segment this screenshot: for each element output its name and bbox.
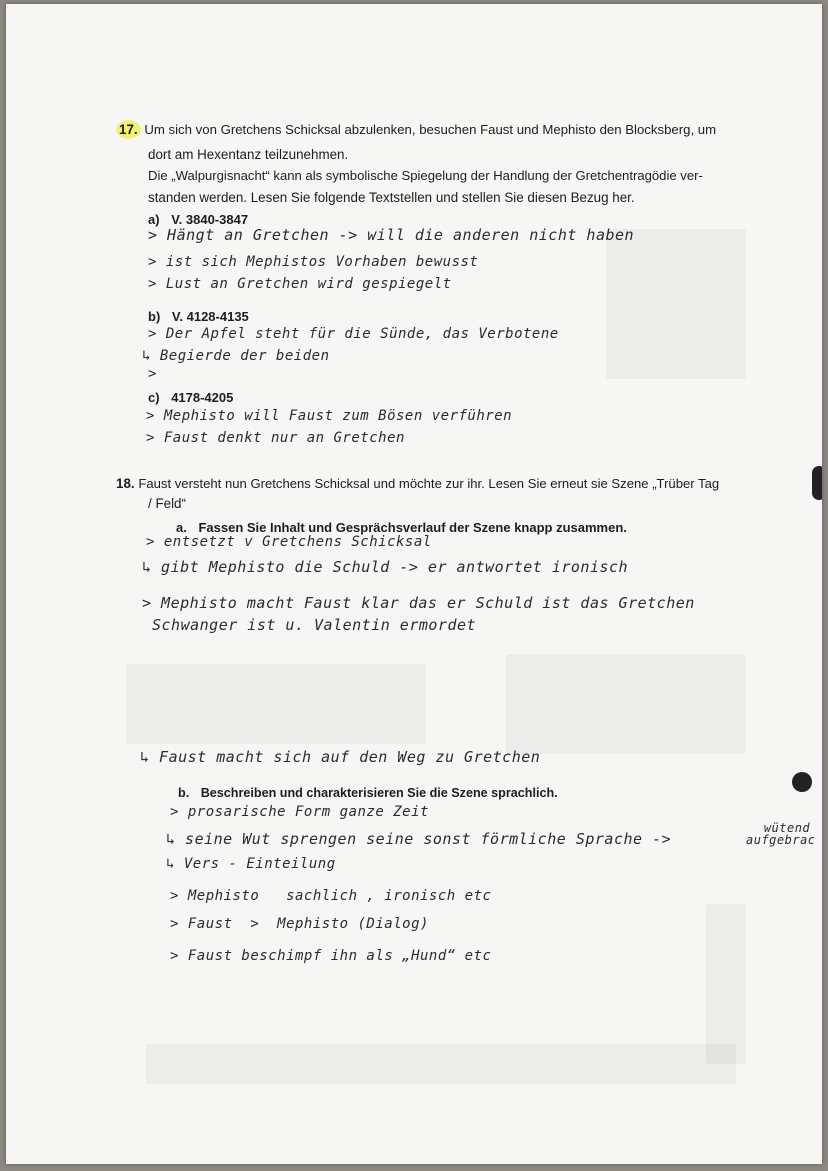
margin-note-top: wütend (763, 821, 811, 835)
task-17c-ref: 4178-4205 (171, 390, 234, 405)
task-17b-heading (148, 307, 249, 326)
task-17-line-2: dort am Hexentanz teilzunehmen. (148, 147, 349, 162)
task-17c-label: c) (148, 390, 160, 405)
task-17b-label: b) (148, 309, 161, 324)
note-17a-3: > Lust an Gretchen wird gespiegelt (148, 276, 452, 292)
task-18-line-1: Faust versteht nun Gretchens Schicksal und möchte zur ihr. Lesen Sie erneut sie Szene „Trüber Tag (138, 476, 720, 491)
show-through-block (606, 229, 746, 379)
note-17b-3: > (148, 366, 157, 382)
task-17b-ref: V. 4128-4135 (171, 309, 249, 324)
note-17c-2: > Faust denkt nur an Gretchen (146, 430, 405, 446)
note-18b-2: ↳ seine Wut sprengen seine sonst förmliche Sprache -> (166, 830, 672, 848)
task-17-line-1: Um sich von Gretchens Schicksal abzulenken, besuchen Faust und Mephisto den Blocksberg, um (144, 122, 717, 137)
note-18b-5: > Faust > Mephisto (Dialog) (170, 916, 429, 932)
task-17a-label: a) (148, 212, 160, 227)
task-18-heading (116, 474, 719, 493)
note-18a-3: > Mephisto macht Faust klar das er Schuld ist das Gretchen (142, 594, 695, 612)
note-18a-5: ↳ Faust macht sich auf den Weg zu Gretchen (140, 748, 541, 766)
task-number-18: 18. (116, 476, 135, 491)
note-18b-6: > Faust beschimpf ihn als „Hund“ etc (170, 948, 492, 964)
task-18a-prompt: Fassen Sie Inhalt und Gesprächsverlauf der Szene knapp zusammen. (198, 520, 627, 535)
note-17a-2: > ist sich Mephistos Vorhaben bewusst (148, 254, 479, 270)
punch-hole (792, 772, 812, 792)
show-through-block (126, 664, 426, 744)
show-through-block (506, 654, 746, 754)
worksheet-page (6, 4, 822, 1164)
task-18a-label: a. (176, 520, 187, 535)
note-17c-1: > Mephisto will Faust zum Bösen verführen (146, 408, 513, 424)
note-17b-1: > Der Apfel steht für die Sünde, das Verbotene (148, 326, 559, 342)
note-18b-4: > Mephisto sachlich , ironisch etc (170, 888, 492, 904)
task-17-heading (116, 120, 716, 139)
note-18b-1: > prosarische Form ganze Zeit (170, 804, 429, 820)
margin-note (746, 822, 822, 846)
note-17a-1: > Hängt an Gretchen -> will die anderen nicht haben (148, 226, 635, 244)
task-18-line-2: / Feld“ (148, 496, 186, 511)
task-17a-ref: V. 3840-3847 (171, 212, 249, 227)
note-18a-2: ↳ gibt Mephisto die Schuld -> er antwortet ironisch (142, 558, 629, 576)
show-through-block (146, 1044, 736, 1084)
task-17c-heading (148, 388, 233, 407)
task-18b-label: b. (178, 786, 190, 800)
note-18a-4: Schwanger ist u. Valentin ermordet (152, 616, 477, 634)
task-17-line-3: Die „Walpurgisnacht“ kann als symbolische Spiegelung der Handlung der Gretchentragödie ver- (148, 168, 703, 183)
task-17-line-4: standen werden. Lesen Sie folgende Textstellen und stellen Sie diesen Bezug her. (148, 190, 635, 205)
task-18b-prompt: Beschreiben und charakterisieren Sie die Szene sprachlich. (200, 786, 558, 800)
note-18a-1: > entsetzt v Gretchens Schicksal (146, 534, 432, 550)
note-18b-3: ↳ Vers - Einteilung (166, 856, 336, 872)
note-17b-2: ↳ Begierde der beiden (142, 348, 330, 364)
punch-hole (812, 466, 822, 500)
show-through-block (706, 904, 746, 1064)
task-18b-heading (178, 784, 558, 803)
margin-note-bottom: aufgebrac (746, 833, 816, 847)
task-number-17: 17. (116, 120, 141, 139)
